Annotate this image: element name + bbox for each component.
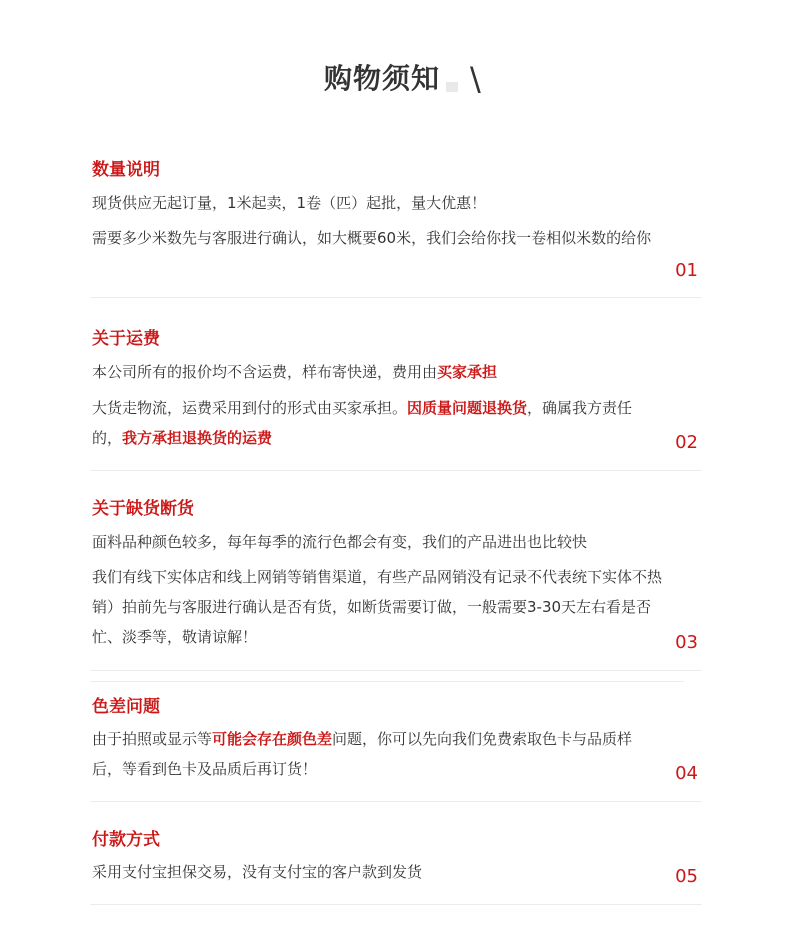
section-paragraph bbox=[92, 393, 662, 453]
title-decoration-block bbox=[446, 82, 458, 92]
section-stock bbox=[90, 497, 702, 671]
section-paragraph: 采用支付宝担保交易，没有支付宝的客户款到发货 bbox=[92, 863, 423, 881]
section-quantity bbox=[90, 158, 702, 298]
section-number: 02 bbox=[675, 432, 698, 453]
title-decoration-slash: \ bbox=[470, 60, 481, 98]
highlight-text: 因质量问题退换货 bbox=[407, 399, 528, 417]
section-title: 数量说明 bbox=[92, 160, 160, 180]
section-paragraph: 面料品种颜色较多，每年每季的流行色都会有变，我们的产品进出也比较快 bbox=[92, 533, 588, 551]
paragraph-text: 问题，你可以先向我们免费索取色卡与品质样后，等看到色卡及品质后再订货！ bbox=[92, 730, 633, 778]
section-shipping bbox=[90, 327, 702, 471]
paragraph-text: ，确属我方责任的， bbox=[92, 399, 633, 447]
section-title: 付款方式 bbox=[92, 830, 160, 850]
section-title: 关于缺货断货 bbox=[92, 499, 194, 519]
section-paragraph: 我们有线下实体店和线上网销等销售渠道，有些产品网销没有记录不代表统下实体不热销）拍前先与客服进行确认是否有货，如断货需要订做，一般需要3-30天左右看是否忙、淡季等，敬请谅解！ bbox=[92, 568, 663, 646]
section-title: 色差问题 bbox=[92, 697, 160, 717]
highlight-text: 我方承担退换货的运费 bbox=[122, 429, 273, 447]
section-payment bbox=[90, 828, 702, 905]
paragraph-text: 本公司所有的报价均不含运费，样布寄快递，费用由 bbox=[92, 363, 438, 381]
section-number: 03 bbox=[675, 632, 698, 653]
section-paragraph bbox=[92, 357, 662, 387]
section-title: 关于运费 bbox=[92, 329, 160, 349]
section-paragraph: 现货供应无起订量，1米起卖，1卷（匹）起批，量大优惠！ bbox=[92, 194, 487, 212]
section-number: 05 bbox=[675, 866, 698, 887]
section-number: 04 bbox=[675, 763, 698, 784]
highlight-text: 买家承担 bbox=[437, 363, 498, 381]
divider bbox=[90, 681, 684, 682]
section-color-difference bbox=[90, 695, 702, 802]
header bbox=[0, 60, 790, 100]
section-number: 01 bbox=[675, 260, 698, 281]
paragraph-text: 大货走物流，运费采用到付的形式由买家承担。 bbox=[92, 399, 408, 417]
paragraph-text: 由于拍照或显示等 bbox=[92, 730, 213, 748]
highlight-text: 可能会存在颜色差 bbox=[212, 730, 333, 748]
section-paragraph bbox=[92, 724, 662, 784]
section-paragraph: 需要多少米数先与客服进行确认，如大概要60米，我们会给你找一卷相似米数的给你 bbox=[92, 229, 652, 247]
page-title: 购物须知 bbox=[324, 62, 441, 95]
